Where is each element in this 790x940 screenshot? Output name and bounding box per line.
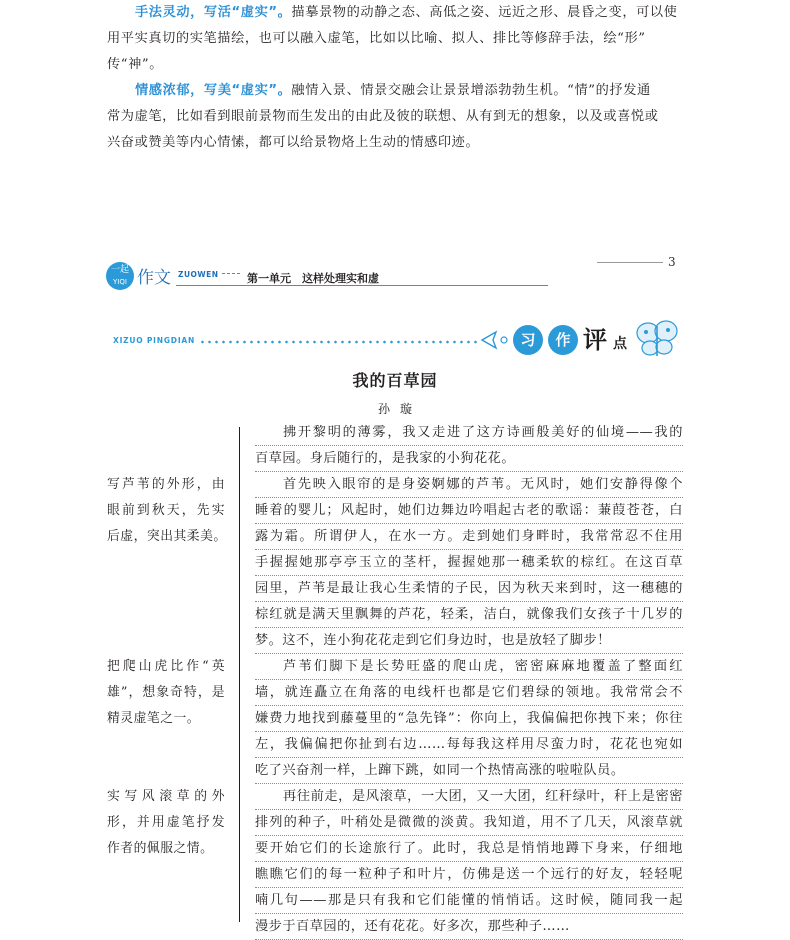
intro-lead-1: 手法灵动，写活“虚实”。	[135, 5, 292, 20]
essay-line: 露为霜。所谓伊人，在水一方。走到她们身畔时，我常常忍不住用	[255, 524, 683, 550]
essay-line: 首先映入眼帘的是身姿婀娜的芦苇。无风时，她们安静得像个	[255, 472, 683, 498]
logo-pinyin: ZUOWEN	[178, 270, 219, 279]
page-number: 3	[668, 255, 676, 269]
arrow-icon	[480, 330, 510, 350]
essay-line: 瞧瞧它们的每一粒种子和叶片，仿佛是送一个远行的好友，轻轻呢	[255, 862, 683, 888]
essay-line: 嫌费力地找到藤蔓里的“急先锋”：你向上，我偏偏把你拽下来；你往	[255, 706, 683, 732]
essay-line: 排列的种子，叶稍处是微微的淡黄。我知道，用不了几天，风滚草就	[255, 810, 683, 836]
section-pinyin: XIZUO PINGDIAN	[113, 336, 196, 345]
essay-line: 喃几句——那是只有我和它们能懂的悄悄话。这时候，随同我一起	[255, 888, 683, 914]
margin-note-3: 实写风滚草的外 形，并用虚笔抒发 作者的佩服之情。	[107, 789, 225, 856]
header-rule	[176, 285, 548, 286]
section-bubble-xi: 习	[513, 325, 543, 355]
essay-title: 我的百草园	[352, 371, 438, 390]
margin-note-1: 写芦苇的外形，由 眼前到秋天，先实 后虚，突出其柔美。	[107, 477, 227, 544]
essay-line: 百草园。身后随行的，是我家的小狗花花。	[255, 446, 683, 472]
essay-line: 左，我偏偏把你扯到右边……每每我这样用尽蛮力时，花花也宛如	[255, 732, 683, 758]
essay-line: 要开始它们的长途旅行了。此时，我总是悄悄地蹲下身来，仔细地	[255, 836, 683, 862]
essay-line: 拂开黎明的薄雾，我又走进了这方诗画般美好的仙境——我的	[255, 420, 683, 446]
essay-line: 园里，芦苇是最让我心生柔情的子民，因为秋天来到时，这一穗穗的	[255, 576, 683, 602]
intro-paragraph-2: 情感浓郁，写美“虚实”。融情入景、情景交融会让景景增添勃勃生机。“情”的抒发通 常为虚笔，比如看到眼前景物而生发出的由此及彼的联想、从有到无的想象，以及或喜悦或 兴奋或赞美等内心情愫，都可以给景物烙上生动的情感印迹。	[107, 83, 659, 150]
unit-title: 第一单元 这样处理实和虚	[247, 272, 379, 285]
essay-author: 孙璇	[377, 402, 422, 416]
section-dot-row	[199, 340, 481, 344]
section-ping: 评	[583, 325, 607, 354]
essay-line: 棕红就是满天里飘舞的芦花，轻柔，洁白，就像我们女孩子十几岁的	[255, 602, 683, 628]
essay-line: 吃了兴奋剂一样，上蹿下跳，如同一个热情高涨的啦啦队员。	[255, 758, 683, 784]
essay-body	[255, 420, 683, 940]
logo-title: 作文	[137, 268, 171, 288]
margin-note-2: 把爬山虎比作“英 雄”，想象奇特，是 精灵虚笔之一。	[107, 659, 225, 726]
intro-lead-2: 情感浓郁，写美“虚实”。	[135, 83, 292, 98]
butterfly-icon	[632, 318, 680, 360]
logo-badge: 一起 YIQI	[106, 262, 134, 290]
section-dian: 点	[613, 336, 627, 352]
essay-line: 墙，就连矗立在角落的电线杆也都是它们碧绿的领地。我常常会不	[255, 680, 683, 706]
essay-line: 芦苇们脚下是长势旺盛的爬山虎，密密麻麻地覆盖了整面红	[255, 654, 683, 680]
essay-line: 漫步于百草园的，还有花花。好多次，那些种子……	[255, 914, 683, 940]
essay-line: 手握握她那亭亭玉立的茎杆，握握她那一穗柔软的棕红。在这百草	[255, 550, 683, 576]
section-bubble-zuo: 作	[548, 325, 578, 355]
essay-line: 睡着的婴儿；风起时，她们边舞边吟唱起古老的歌谣：蒹葭苍苍，白	[255, 498, 683, 524]
header-dash	[222, 273, 240, 274]
margin-divider	[239, 427, 240, 922]
essay-line: 再往前走，是风滚草，一大团，又一大团，红秆绿叶，秆上是密密	[255, 784, 683, 810]
essay-line: 梦。这不，连小狗花花走到它们身边时，也是放轻了脚步！	[255, 628, 683, 654]
intro-paragraph-1: 手法灵动，写活“虚实”。描摹景物的动静之态、高低之姿、远近之形、晨昏之变，可以使 用平实真切的实笔描绘，也可以融入虚笔，比如以比喻、拟人、排比等修辞手法，绘“形” 传“神”。	[107, 5, 678, 72]
page-number-rule	[597, 262, 663, 263]
